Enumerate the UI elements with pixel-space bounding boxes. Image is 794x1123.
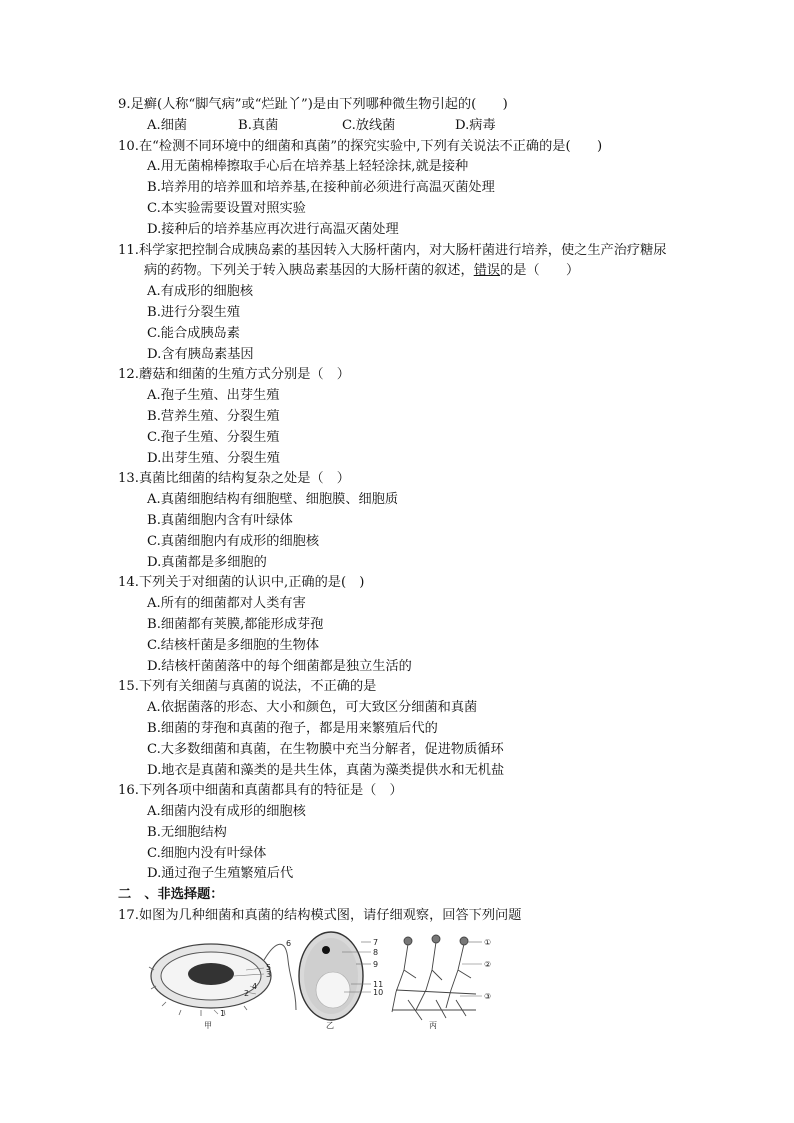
question-13-option-b[interactable]: B.真菌细胞内含有叶绿体 [147,512,293,528]
question-14-option-b[interactable]: B.细菌都有荚膜,都能形成芽孢 [147,616,324,632]
question-12-option-d[interactable]: D.出芽生殖、分裂生殖 [147,450,280,466]
bacterium-diagram [149,939,296,1030]
question-14-option-c[interactable]: C.结核杆菌是多细胞的生物体 [147,637,320,653]
bacterium-label-4: 4 [252,982,258,991]
bacterium-label-6: 6 [286,939,292,948]
question-9-options [118,116,718,137]
question-15-option-c[interactable]: C.大多数细菌和真菌，在生物膜中充当分解者，促进物质循环 [147,741,504,757]
yeast-label-11: 11 [373,980,384,989]
mold-label-1: ① [484,938,492,947]
question-12-option-a[interactable]: A.孢子生殖、出芽生殖 [147,388,280,404]
question-12-option-b[interactable]: B.营养生殖、分裂生殖 [147,408,280,424]
question-13-stem: 13.真菌比细菌的结构复杂之处是（ ） [118,471,350,487]
question-11-option-c[interactable]: C.能合成胰岛素 [147,325,240,341]
bacterium-label-2: 2 [244,989,250,998]
question-13-option-c[interactable]: C.真菌细胞内有成形的细胞核 [147,533,320,549]
bacterium-label-1: 1 [220,1009,226,1018]
question-11-stem-end: 的是（ ） [500,263,580,279]
question-16-option-c[interactable]: C.细胞内没有叶绿体 [147,845,267,861]
yeast-label-10: 10 [373,988,384,997]
question-9-option-c[interactable]: C.放线菌 [342,117,396,133]
question-14-stem: 14.下列关于对细菌的认识中,正确的是( ) [118,575,365,591]
mold-label-3: ③ [484,992,492,1001]
question-12-stem: 12.蘑菇和细菌的生殖方式分别是（ ） [118,367,350,383]
caption-yi: 乙 [326,1021,334,1030]
question-10-option-a[interactable]: A.用无菌棉棒擦取手心后在培养基上轻轻涂抹,就是接种 [147,159,469,175]
question-10-option-d[interactable]: D.接种后的培养基应再次进行高温灭菌处理 [147,221,399,237]
yeast-diagram [299,932,383,1030]
question-9-option-b[interactable]: B.真菌 [238,117,279,133]
question-12-option-c[interactable]: C.孢子生殖、分裂生殖 [147,429,280,445]
yeast-label-9: 9 [373,960,379,969]
question-14-option-a[interactable]: A.所有的细菌都对人类有害 [147,596,306,612]
question-11-option-a[interactable]: A.有成形的细胞核 [147,284,254,300]
question-11-stem-continued [118,261,718,282]
mold-diagram [392,935,482,1020]
bacterium-label-5: 5 [266,963,272,972]
question-16-stem: 16.下列各项中细菌和真菌都具有的特征是（ ） [118,783,403,799]
question-9-stem: 9.足癣(人称“脚气病”或“烂趾丫”)是由下列哪种微生物引起的( ) [118,97,508,112]
question-11-option-b[interactable]: B.进行分裂生殖 [147,304,241,320]
question-13-option-d[interactable]: D.真菌都是多细胞的 [147,554,267,570]
question-13-option-a[interactable]: A.真菌细胞结构有细胞壁、细胞膜、细胞质 [147,492,399,508]
question-16-option-b[interactable]: B.无细胞结构 [147,824,227,840]
question-10-stem: 10.在“检测不同环境中的细菌和真菌”的探究实验中,下列有关说法不正确的是( ) [118,138,603,154]
questions-area [118,95,718,927]
microbe-structure-figure [146,930,501,1030]
bacterium-label-3: 3 [266,970,272,979]
question-9-option-d[interactable]: D.病毒 [455,117,496,133]
question-15-option-b[interactable]: B.细菌的芽孢和真菌的孢子，都是用来繁殖后代的 [147,720,438,736]
question-16-option-d[interactable]: D.通过孢子生殖繁殖后代 [147,866,294,882]
yeast-label-8: 8 [373,948,379,957]
caption-jia: 甲 [204,1021,212,1030]
question-10-option-b[interactable]: B.培养用的培养皿和培养基,在接种前必须进行高温灭菌处理 [147,180,495,196]
question-11-stem-text: 病的药物。下列关于转入胰岛素基因的大肠杆菌的叙述， [144,263,474,279]
yeast-label-7: 7 [373,938,379,947]
question-9-option-a[interactable]: A.细菌 [147,117,188,133]
question-15-option-a[interactable]: A.依据菌落的形态、大小和颜色，可大致区分细菌和真菌 [147,700,478,716]
mold-label-2: ② [484,960,492,969]
question-14-option-d[interactable]: D.结核杆菌菌落中的每个细菌都是独立生活的 [147,658,412,674]
question-15-stem: 15.下列有关细菌与真菌的说法，不正确的是 [118,679,377,695]
section-heading-non-choice: 二 、非选择题： [118,887,224,903]
question-16-option-a[interactable]: A.细菌内没有成形的细胞核 [147,804,306,820]
caption-bing: 丙 [429,1021,437,1030]
question-11-option-d[interactable]: D.含有胰岛素基因 [147,346,254,362]
question-15-option-d[interactable]: D.地衣是真菌和藻类的是共生体，真菌为藻类提供水和无机盐 [147,762,505,778]
question-11-stem: 11.科学家把控制合成胰岛素的基因转入大肠杆菌内，对大肠杆菌进行培养，使之生产治疗糖尿 [118,242,667,258]
question-17-stem: 17.如图为几种细菌和真菌的结构模式图，请仔细观察，回答下列问题 [118,908,522,924]
question-11-underlined-word: 错误 [473,263,501,279]
question-10-option-c[interactable]: C.本实验需要设置对照实验 [147,200,306,216]
